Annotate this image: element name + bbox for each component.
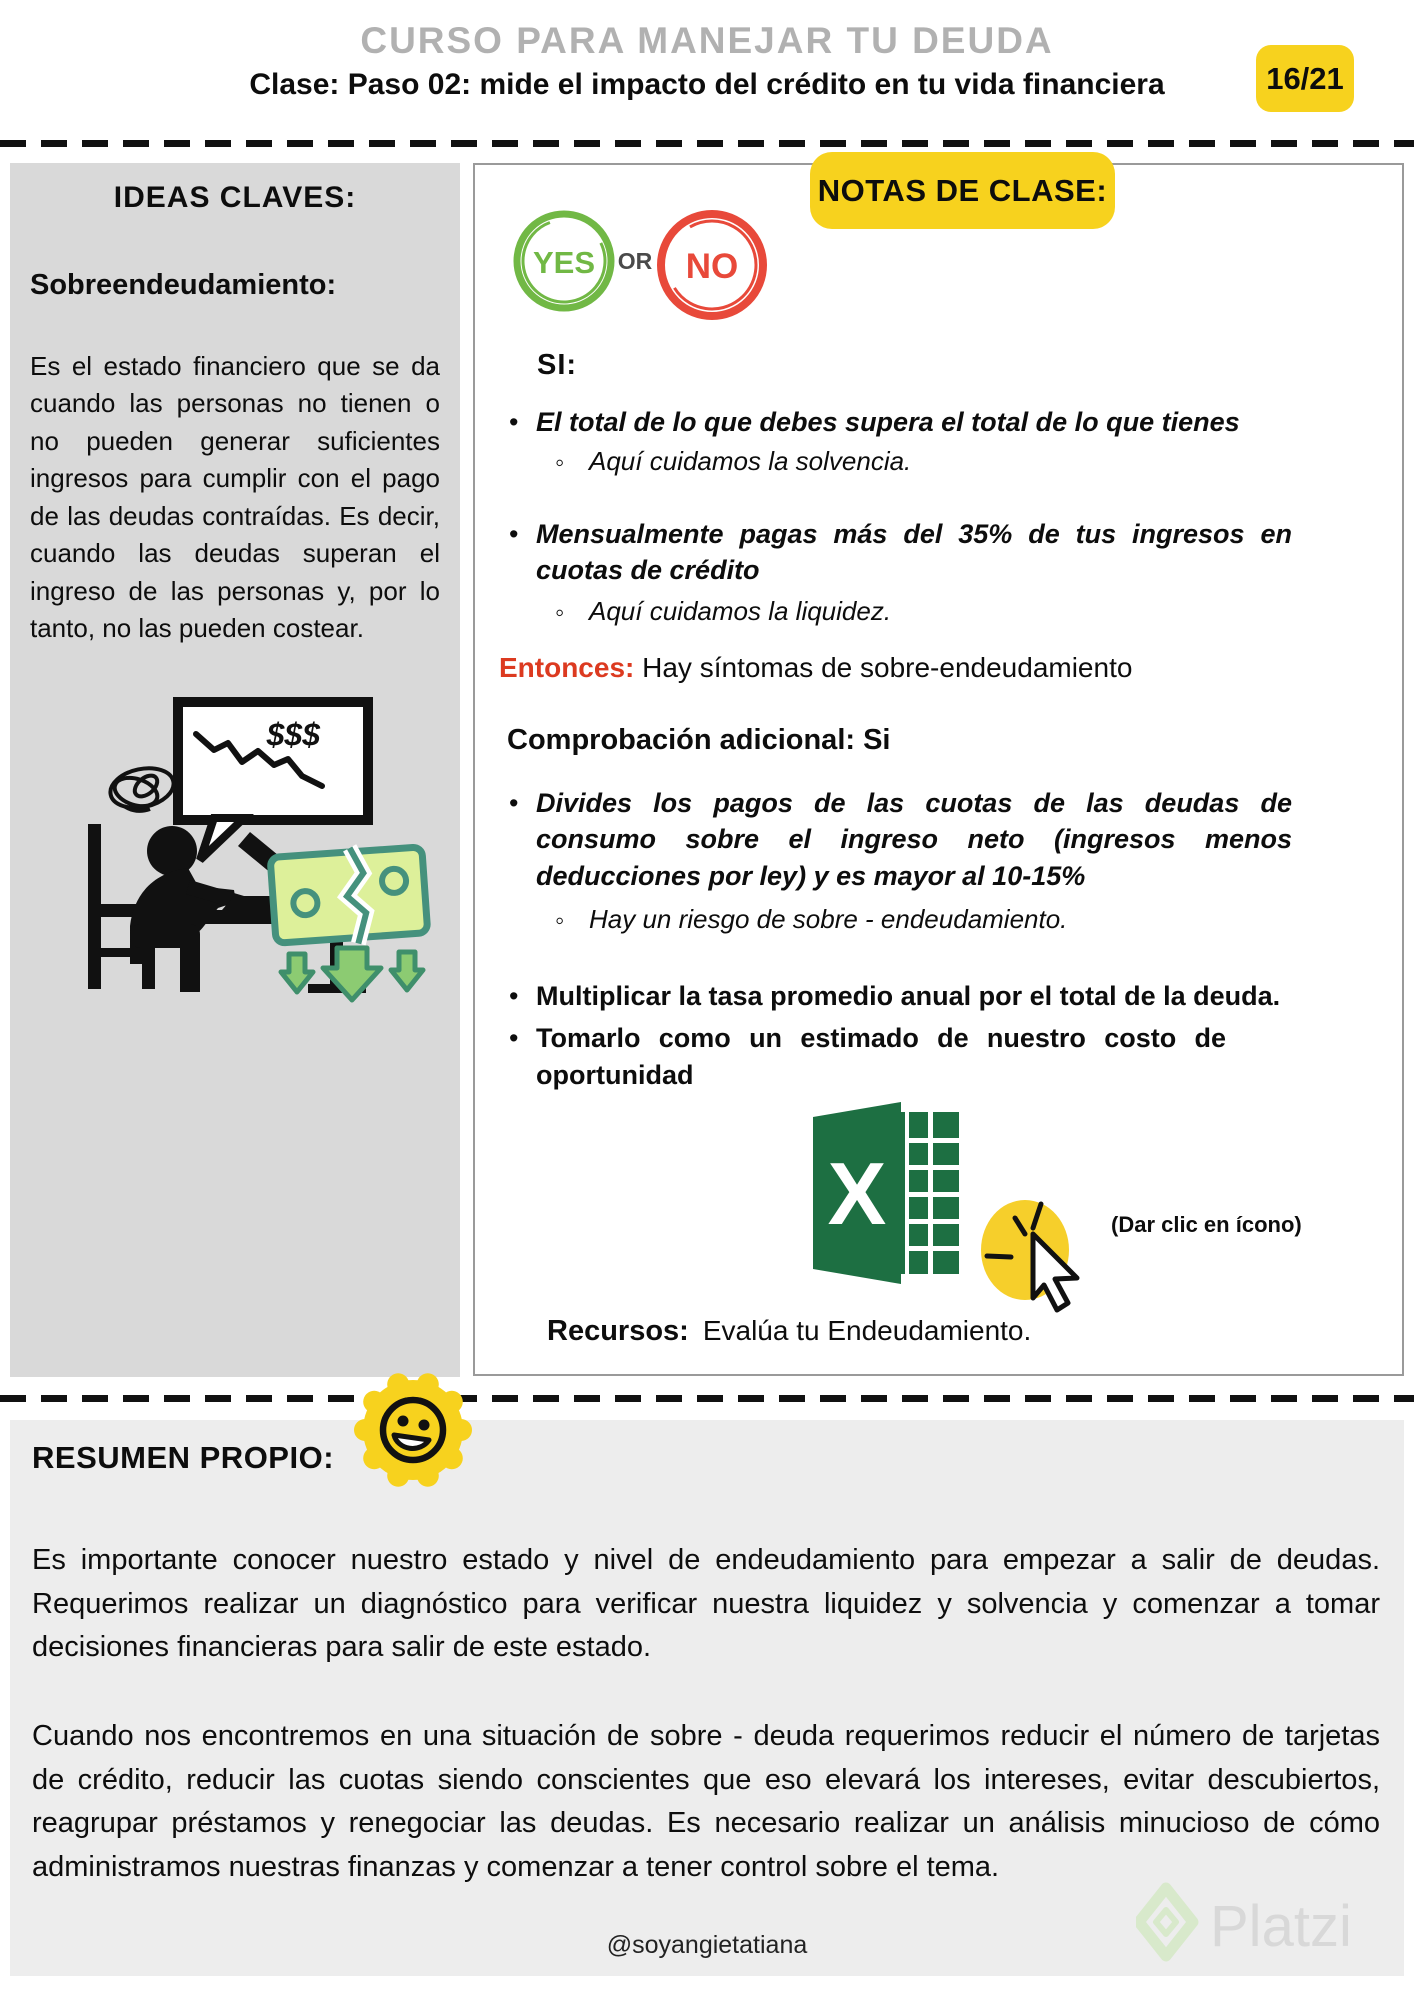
- note-subbullet-text: Aquí cuidamos la liquidez.: [589, 595, 892, 626]
- key-term-definition: Es el estado financiero que se da cuando las personas no tienen o no pueden generar suficientes ingresos para cumplir con el pago de las deudas contraídas. Es decir, cuando las deudas superan el ingreso de las personas y, por lo tanto, no las pueden costear.: [30, 351, 440, 644]
- note-bullet-text: El total de lo que debes supera el total de lo que tienes: [536, 407, 1240, 437]
- comprobacion-heading: Comprobación adicional: Si: [507, 723, 891, 756]
- note-bullet-text: Tomarlo como un estimado de nuestro costo de oportunidad: [536, 1023, 1226, 1091]
- no-circle-icon: [652, 205, 772, 325]
- notas-de-clase-panel: [473, 163, 1404, 1376]
- declining-chart-bubble-icon: [178, 702, 368, 860]
- subbullet-circle-icon: [555, 903, 589, 938]
- note-bullet-liquidez: [509, 516, 1292, 589]
- click-cursor-icon: [977, 1190, 1099, 1330]
- resumen-propio-section: [10, 1420, 1404, 1976]
- note-subbullet-liquidez: [555, 595, 1292, 630]
- note-bullet-text: Multiplicar la tasa promedio anual por el total de la deuda.: [536, 980, 1281, 1011]
- money-loss-label: $$$: [266, 716, 320, 753]
- ideas-claves-heading: IDEAS CLAVES:: [113, 181, 357, 214]
- bullet-dot-icon: [509, 978, 536, 1015]
- smiley-badge-icon: [353, 1370, 473, 1490]
- platzi-wordmark: Platzi: [1210, 1894, 1352, 1959]
- platzi-watermark-logo: [1136, 1880, 1388, 1972]
- resumen-paragraph-1: Es importante conocer nuestro estado y nivel de endeudamiento para empezar a salir de deudas. Requerimos realizar un diagnóstico para verificar nuestra liquidez y solvencia y comenzar a tomar decisiones financieras para salir de este estado.: [32, 1544, 1380, 1663]
- bullet-dot-icon: [509, 404, 536, 441]
- yes-circle-icon: [509, 203, 622, 319]
- note-subbullet-solvencia: [555, 445, 1292, 480]
- bullet-dot-icon: [509, 1020, 536, 1093]
- author-handle: @soyangietatiana: [606, 1931, 808, 1959]
- platzi-diamond-icon: [1139, 1888, 1193, 1956]
- note-subbullet-riesgo: [555, 903, 1292, 938]
- stressed-person-debt-illustration: [30, 696, 440, 1016]
- subbullet-circle-icon: [555, 595, 589, 630]
- subbullet-circle-icon: [555, 445, 589, 480]
- or-label: OR: [617, 248, 653, 274]
- note-bullet-solvencia: [509, 404, 1292, 441]
- notas-de-clase-badge: NOTAS DE CLASE:: [810, 152, 1115, 229]
- down-arrows-icon: [281, 948, 423, 1000]
- excel-x-letter: X: [827, 1143, 887, 1243]
- note-bullet-text: Mensualmente pagas más del 35% de tus ingresos en cuotas de crédito: [536, 518, 1292, 586]
- entonces-label: Entonces:: [499, 651, 635, 683]
- class-title: Clase: Paso 02: mide el impacto del crédito en tu vida financiera: [249, 68, 1165, 101]
- ideas-claves-panel: [10, 163, 460, 1377]
- resumen-propio-heading: RESUMEN PROPIO:: [32, 1440, 335, 1475]
- recursos-text: Evalúa tu Endeudamiento.: [702, 1314, 1032, 1346]
- dashed-divider-bottom: [0, 1395, 1414, 1402]
- click-hint-text: (Dar clic en ícono): [1111, 1211, 1302, 1237]
- entonces-line: [499, 652, 1292, 684]
- torn-money-icon: [270, 842, 428, 999]
- note-bullet-text: Divides los pagos de las cuotas de las deudas de consumo sobre el ingreso neto (ingresos menos deducciones por ley) y es mayor al 10-15%: [536, 787, 1292, 892]
- note-bullet-divides: [509, 785, 1292, 895]
- bullet-dot-icon: [509, 785, 536, 895]
- stress-scribble-icon: [107, 762, 178, 812]
- bullet-dot-icon: [509, 516, 536, 589]
- yes-label: YES: [532, 245, 596, 280]
- si-heading: SI:: [537, 349, 578, 381]
- note-subbullet-text: Aquí cuidamos la solvencia.: [589, 445, 912, 476]
- yes-or-no-illustration: [509, 193, 779, 335]
- no-label: NO: [685, 247, 739, 286]
- course-title: CURSO PARA MANEJAR TU DEUDA: [360, 20, 1054, 61]
- resource-icon-block: [475, 1100, 1402, 1315]
- recursos-line: [547, 1315, 1402, 1348]
- dashed-divider-top: [0, 140, 1414, 147]
- page-number-badge: 16/21: [1256, 45, 1354, 112]
- note-subbullet-text: Hay un riesgo de sobre - endeudamiento.: [589, 903, 1068, 934]
- key-term: Sobreendeudamiento:: [30, 269, 337, 301]
- note-bullet-multiplicar: [509, 978, 1292, 1015]
- note-bullet-tomarlo: [509, 1020, 1292, 1093]
- excel-file-icon[interactable]: [813, 1100, 965, 1286]
- recursos-label: Recursos:: [547, 1314, 689, 1347]
- resumen-paragraph-2: Cuando nos encontremos en una situación de sobre - deuda requerimos reducir el número de tarjetas de crédito, reducir las cuotas siendo conscientes que eso elevará los intereses, evitar descubiertos, reagrupar préstamos y renegociar las deudas. Es necesario realizar un análisis minucioso de cómo administramos nuestras finanzas y comenzar a tener control sobre el tema.: [32, 1720, 1380, 1883]
- entonces-text: Hay síntomas de sobre-endeudamiento: [634, 651, 1133, 683]
